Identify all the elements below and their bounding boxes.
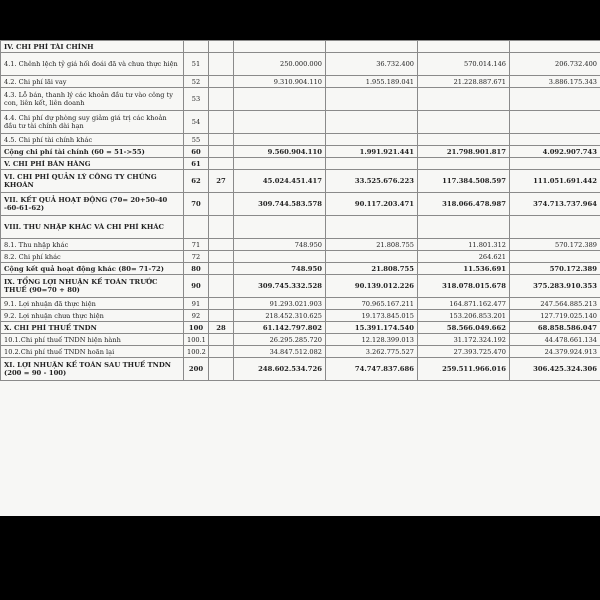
code-cell: 92 (184, 310, 209, 322)
code-cell: 71 (184, 239, 209, 251)
value-col1-cell (234, 111, 326, 134)
item-name-cell: 8.1. Thu nhập khác (1, 239, 184, 251)
item-name-cell: X. CHI PHÍ THUẾ TNDN (1, 322, 184, 334)
table-row (1, 53, 600, 76)
code-cell: 100 (184, 322, 209, 334)
value-col1-cell: 26.295.285.720 (234, 334, 326, 346)
code-cell: 51 (184, 53, 209, 76)
table-row (1, 239, 600, 251)
value-col3-cell: 264.621 (418, 251, 510, 263)
value-col4-cell: 3.886.175.343 (510, 76, 600, 88)
item-name-cell: 4.3. Lỗ bán, thanh lý các khoản đầu tư vào công ty con, liên kết, liên doanh (1, 88, 184, 111)
value-col2-cell (326, 216, 418, 239)
table-row (1, 88, 600, 111)
value-col1-cell (234, 41, 326, 53)
value-col3-cell (418, 88, 510, 111)
item-name-cell: 9.2. Lợi nhuận chưa thực hiện (1, 310, 184, 322)
value-col1-cell: 250.000.000 (234, 53, 326, 76)
item-name-cell: IX. TỔNG LỢI NHUẬN KẾ TOÁN TRƯỚC THUẾ (90=70 + 80) (1, 275, 184, 298)
value-col4-cell: 68.858.586.047 (510, 322, 600, 334)
value-col4-cell (510, 88, 600, 111)
value-col3-cell: 318.066.478.987 (418, 193, 510, 216)
value-col4-cell: 206.732.400 (510, 53, 600, 76)
income-statement-table (0, 40, 600, 381)
code-cell: 72 (184, 251, 209, 263)
note-cell (209, 334, 234, 346)
value-col3-cell: 153.206.853.201 (418, 310, 510, 322)
value-col1-cell (234, 88, 326, 111)
value-col2-cell: 33.525.676.223 (326, 170, 418, 193)
value-col4-cell (510, 216, 600, 239)
value-col3-cell: 58.566.049.662 (418, 322, 510, 334)
value-col3-cell (418, 41, 510, 53)
value-col2-cell (326, 88, 418, 111)
table-row (1, 263, 600, 275)
note-cell (209, 76, 234, 88)
table-row (1, 134, 600, 146)
item-name-cell: 4.2. Chi phí lãi vay (1, 76, 184, 88)
value-col3-cell: 570.014.146 (418, 53, 510, 76)
note-cell (209, 111, 234, 134)
value-col2-cell: 90.139.012.226 (326, 275, 418, 298)
value-col3-cell: 21.228.887.671 (418, 76, 510, 88)
code-cell: 61 (184, 158, 209, 170)
note-cell (209, 346, 234, 358)
value-col1-cell (234, 158, 326, 170)
value-col4-cell: 570.172.389 (510, 263, 600, 275)
note-cell (209, 275, 234, 298)
table-row (1, 298, 600, 310)
code-cell: 54 (184, 111, 209, 134)
value-col3-cell: 164.871.162.477 (418, 298, 510, 310)
table-row (1, 275, 600, 298)
value-col3-cell: 318.078.015.678 (418, 275, 510, 298)
value-col4-cell: 127.719.025.140 (510, 310, 600, 322)
item-name-cell: VI. CHI PHÍ QUẢN LÝ CÔNG TY CHỨNG KHOÁN (1, 170, 184, 193)
note-cell (209, 358, 234, 381)
note-cell: 27 (209, 170, 234, 193)
value-col4-cell: 375.283.910.353 (510, 275, 600, 298)
value-col4-cell (510, 111, 600, 134)
value-col2-cell (326, 134, 418, 146)
value-col2-cell: 15.391.174.540 (326, 322, 418, 334)
value-col1-cell: 309.745.332.528 (234, 275, 326, 298)
note-cell (209, 88, 234, 111)
value-col2-cell (326, 158, 418, 170)
value-col1-cell: 61.142.797.802 (234, 322, 326, 334)
item-name-cell: 10.2.Chi phí thuế TNDN hoãn lại (1, 346, 184, 358)
value-col3-cell (418, 216, 510, 239)
value-col4-cell (510, 251, 600, 263)
value-col1-cell: 34.847.512.082 (234, 346, 326, 358)
value-col3-cell: 21.798.901.817 (418, 146, 510, 158)
value-col2-cell: 21.808.755 (326, 239, 418, 251)
table-row (1, 76, 600, 88)
note-cell (209, 251, 234, 263)
code-cell: 55 (184, 134, 209, 146)
note-cell (209, 310, 234, 322)
value-col1-cell: 218.452.310.625 (234, 310, 326, 322)
document-page (0, 40, 600, 516)
value-col3-cell: 31.172.324.192 (418, 334, 510, 346)
value-col4-cell (510, 41, 600, 53)
item-name-cell: V. CHI PHÍ BÁN HÀNG (1, 158, 184, 170)
value-col4-cell: 44.478.661.134 (510, 334, 600, 346)
value-col1-cell (234, 251, 326, 263)
item-name-cell: 10.1.Chi phí thuế TNDN hiện hành (1, 334, 184, 346)
code-cell: 53 (184, 88, 209, 111)
value-col3-cell: 11.536.691 (418, 263, 510, 275)
value-col3-cell (418, 111, 510, 134)
table-row (1, 322, 600, 334)
note-cell (209, 41, 234, 53)
table-row (1, 358, 600, 381)
value-col4-cell: 111.051.691.442 (510, 170, 600, 193)
code-cell: 60 (184, 146, 209, 158)
table-row (1, 41, 600, 53)
value-col4-cell (510, 158, 600, 170)
value-col1-cell: 309.744.583.578 (234, 193, 326, 216)
item-name-cell: 4.4. Chi phí dự phòng suy giảm giá trị các khoản đầu tư tài chính dài hạn (1, 111, 184, 134)
value-col4-cell: 306.425.324.306 (510, 358, 600, 381)
note-cell (209, 263, 234, 275)
value-col1-cell (234, 134, 326, 146)
note-cell: 28 (209, 322, 234, 334)
code-cell: 90 (184, 275, 209, 298)
value-col2-cell (326, 41, 418, 53)
note-cell (209, 298, 234, 310)
value-col1-cell (234, 216, 326, 239)
value-col1-cell: 9.560.904.110 (234, 146, 326, 158)
value-col2-cell: 3.262.775.527 (326, 346, 418, 358)
table-row (1, 310, 600, 322)
item-name-cell: 4.5. Chi phí tài chính khác (1, 134, 184, 146)
value-col1-cell: 45.024.451.417 (234, 170, 326, 193)
code-cell: 100.1 (184, 334, 209, 346)
note-cell (209, 158, 234, 170)
value-col2-cell (326, 251, 418, 263)
table-row (1, 346, 600, 358)
value-col2-cell: 70.965.167.211 (326, 298, 418, 310)
item-name-cell: IV. CHI PHÍ TÀI CHÍNH (1, 41, 184, 53)
value-col3-cell (418, 158, 510, 170)
value-col2-cell: 12.128.399.013 (326, 334, 418, 346)
value-col2-cell: 1.991.921.441 (326, 146, 418, 158)
value-col3-cell: 259.511.966.016 (418, 358, 510, 381)
code-cell (184, 41, 209, 53)
item-name-cell: VIII. THU NHẬP KHÁC VÀ CHI PHÍ KHÁC (1, 216, 184, 239)
item-name-cell: VII. KẾT QUẢ HOẠT ĐỘNG (70= 20+50-40 -60-61-62) (1, 193, 184, 216)
item-name-cell: Cộng chi phí tài chính (60 = 51->55) (1, 146, 184, 158)
table-row (1, 216, 600, 239)
code-cell: 200 (184, 358, 209, 381)
value-col2-cell: 74.747.837.686 (326, 358, 418, 381)
value-col2-cell: 1.955.189.041 (326, 76, 418, 88)
item-name-cell: 4.1. Chênh lệch tỷ giá hối đoái đã và chưa thực hiện (1, 53, 184, 76)
table-row (1, 251, 600, 263)
value-col4-cell: 570.172.389 (510, 239, 600, 251)
note-cell (209, 216, 234, 239)
table-row (1, 334, 600, 346)
code-cell: 62 (184, 170, 209, 193)
table-row (1, 158, 600, 170)
value-col2-cell: 36.732.400 (326, 53, 418, 76)
value-col1-cell: 9.310.904.110 (234, 76, 326, 88)
item-name-cell: XI. LỢI NHUẬN KẾ TOÁN SAU THUẾ TNDN (200 = 90 - 100) (1, 358, 184, 381)
note-cell (209, 239, 234, 251)
code-cell: 80 (184, 263, 209, 275)
item-name-cell: 9.1. Lợi nhuận đã thực hiện (1, 298, 184, 310)
table-row (1, 146, 600, 158)
code-cell (184, 216, 209, 239)
value-col1-cell: 748.950 (234, 239, 326, 251)
note-cell (209, 193, 234, 216)
value-col3-cell (418, 134, 510, 146)
note-cell (209, 53, 234, 76)
value-col4-cell: 247.564.885.213 (510, 298, 600, 310)
note-cell (209, 134, 234, 146)
value-col4-cell: 374.713.737.964 (510, 193, 600, 216)
value-col2-cell: 90.117.203.471 (326, 193, 418, 216)
value-col4-cell (510, 134, 600, 146)
value-col1-cell: 248.602.534.726 (234, 358, 326, 381)
code-cell: 100.2 (184, 346, 209, 358)
table-row (1, 111, 600, 134)
value-col3-cell: 11.801.312 (418, 239, 510, 251)
value-col2-cell: 21.808.755 (326, 263, 418, 275)
value-col1-cell: 91.293.021.903 (234, 298, 326, 310)
table-row (1, 193, 600, 216)
table-row (1, 170, 600, 193)
value-col2-cell (326, 111, 418, 134)
value-col4-cell: 24.379.924.913 (510, 346, 600, 358)
code-cell: 91 (184, 298, 209, 310)
item-name-cell: Cộng kết quả hoạt động khác (80= 71-72) (1, 263, 184, 275)
value-col3-cell: 117.384.508.597 (418, 170, 510, 193)
value-col1-cell: 748.950 (234, 263, 326, 275)
note-cell (209, 146, 234, 158)
value-col4-cell: 4.092.907.743 (510, 146, 600, 158)
code-cell: 70 (184, 193, 209, 216)
code-cell: 52 (184, 76, 209, 88)
item-name-cell: 8.2. Chi phí khác (1, 251, 184, 263)
value-col2-cell: 19.173.845.015 (326, 310, 418, 322)
value-col3-cell: 27.393.725.470 (418, 346, 510, 358)
